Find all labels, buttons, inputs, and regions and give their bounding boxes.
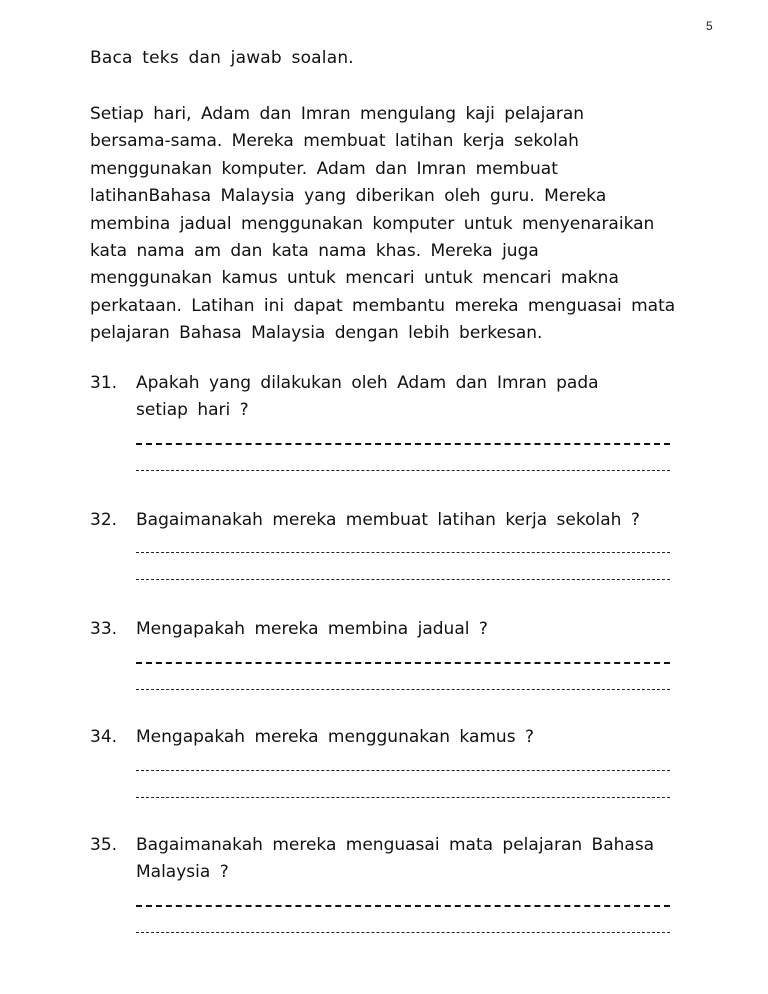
question-line: Malaysia ? — [136, 862, 229, 882]
passage-line: membina jadual menggunakan komputer untuk menyenaraikan — [90, 213, 655, 234]
answer-line-32-2[interactable] — [136, 579, 670, 580]
question-number: 35. — [90, 835, 118, 855]
question-number: 31. — [90, 373, 118, 393]
question-text — [136, 616, 676, 643]
question-text — [136, 724, 676, 751]
question-text — [136, 370, 676, 424]
passage-line: menggunakan komputer. Adam dan Imran membuat — [90, 158, 558, 179]
passage-line: bersama-sama. Mereka membuat latihan kerja sekolah — [90, 131, 579, 152]
question-number: 33. — [90, 619, 118, 639]
question-line: Mengapakah mereka membina jadual ? — [136, 619, 488, 639]
passage-line: kata nama am dan kata nama khas. Mereka juga — [90, 240, 539, 261]
answer-line-34-2[interactable] — [136, 797, 670, 798]
passage-line: pelajaran Bahasa Malaysia dengan lebih berkesan. — [90, 323, 543, 344]
question-line: Bagaimanakah mereka membuat latihan kerja sekolah ? — [136, 510, 640, 530]
answer-line-31-1[interactable] — [136, 443, 670, 445]
question-line: Mengapakah mereka menggunakan kamus ? — [136, 727, 534, 747]
answer-line-35-2[interactable] — [136, 932, 670, 933]
instruction-text: Baca teks dan jawab soalan. — [90, 48, 354, 68]
answer-line-32-1[interactable] — [136, 552, 670, 553]
question-line: Bagaimanakah mereka menguasai mata pelajaran Bahasa — [136, 835, 655, 855]
question-number: 34. — [90, 727, 118, 747]
passage-line: Setiap hari, Adam dan Imran mengulang kaji pelajaran — [90, 104, 585, 124]
question-number: 32. — [90, 510, 118, 530]
question-text — [136, 507, 676, 534]
page-number: 5 — [706, 19, 713, 33]
reading-passage — [90, 101, 690, 348]
answer-line-33-1[interactable] — [136, 662, 670, 664]
passage-line: menggunakan kamus untuk mencari untuk mencari makna — [90, 268, 619, 289]
answer-line-33-2[interactable] — [136, 689, 670, 690]
answer-line-34-1[interactable] — [136, 770, 670, 771]
question-line: Apakah yang dilakukan oleh Adam dan Imran pada — [136, 373, 599, 393]
passage-line: perkataan. Latihan ini dapat membantu mereka menguasai mata — [90, 295, 676, 316]
question-line: setiap hari ? — [136, 400, 249, 420]
answer-line-31-2[interactable] — [136, 470, 670, 471]
question-text — [136, 832, 676, 886]
answer-line-35-1[interactable] — [136, 905, 670, 907]
passage-line: latihanBahasa Malaysia yang diberikan oleh guru. Mereka — [90, 186, 607, 207]
